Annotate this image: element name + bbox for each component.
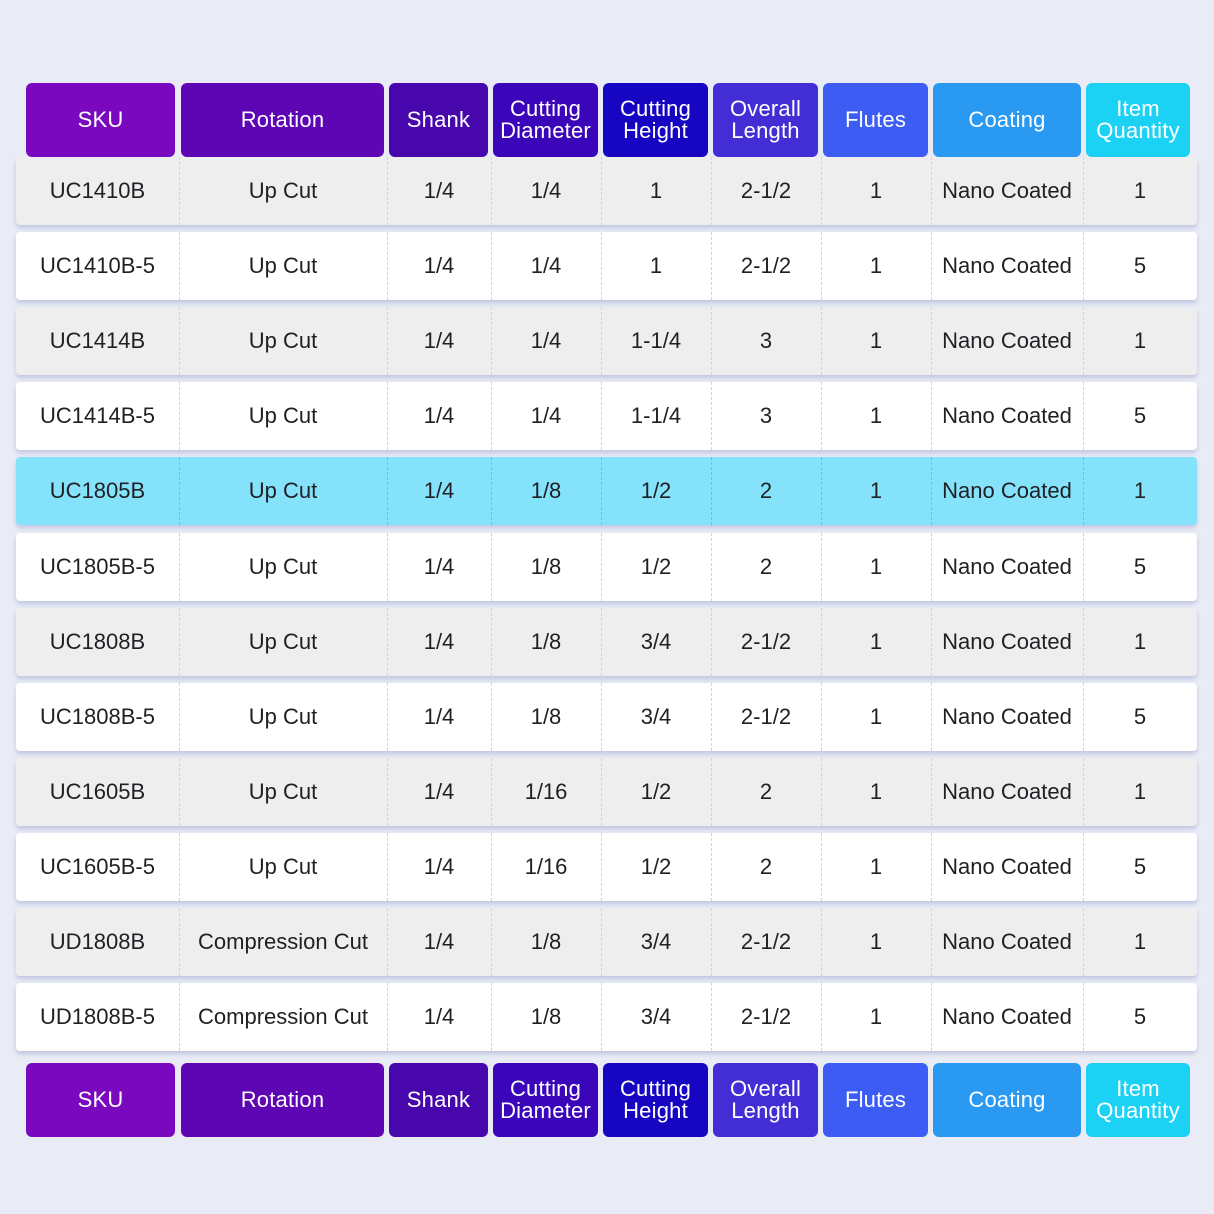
- cell-cutting-height: 3/4: [601, 608, 712, 676]
- table-row: [16, 157, 1197, 225]
- header-label: Cutting Height: [619, 96, 692, 143]
- cell-item-quantity: 5: [1133, 403, 1147, 428]
- table-row: [16, 232, 1197, 300]
- cell-overall-length: 2-1/2: [711, 908, 822, 976]
- table-row: [16, 307, 1197, 375]
- cell-shank: 1/4: [387, 908, 492, 976]
- cell-flutes: 1: [821, 307, 932, 375]
- cell-item-quantity: 5: [1133, 554, 1147, 579]
- cell-cutting-height: 1/2: [601, 758, 712, 826]
- cell-shank: 1/4: [387, 457, 492, 525]
- header-label: Overall Length: [729, 1076, 802, 1123]
- cell-item-quantity: 1: [1133, 929, 1147, 954]
- cell-item-quantity: 5: [1133, 854, 1147, 879]
- cell-cutting-diameter: 1/4: [491, 157, 602, 225]
- cell-flutes: 1: [821, 608, 932, 676]
- table-row: [16, 758, 1197, 826]
- header-top-sku: [26, 83, 175, 157]
- cell-rotation: Compression Cut: [179, 983, 388, 1051]
- cell-shank: 1/4: [387, 533, 492, 601]
- cell-cutting-height: 1-1/4: [601, 307, 712, 375]
- cell-coating: Nano Coated: [931, 307, 1084, 375]
- cell-coating: Nano Coated: [931, 533, 1084, 601]
- cell-cutting-diameter: 1/8: [491, 983, 602, 1051]
- cell-sku: UC1605B-5: [16, 833, 180, 901]
- header-top-coating: [933, 83, 1081, 157]
- cell-cutting-height: 1/2: [601, 533, 712, 601]
- cell-flutes: 1: [821, 232, 932, 300]
- cell-sku: UC1414B: [16, 307, 180, 375]
- cell-coating: Nano Coated: [931, 457, 1084, 525]
- header-top-overall-length: [713, 83, 818, 157]
- cell-overall-length: 2: [711, 457, 822, 525]
- header-bottom-overall-length: [713, 1063, 818, 1137]
- cell-sku: UC1805B: [16, 457, 180, 525]
- cell-overall-length: 3: [711, 382, 822, 450]
- cell-flutes: 1: [821, 983, 932, 1051]
- cell-rotation: Up Cut: [179, 382, 388, 450]
- cell-rotation: Up Cut: [179, 533, 388, 601]
- cell-coating: Nano Coated: [931, 232, 1084, 300]
- header-label: Shank: [406, 1087, 471, 1112]
- cell-rotation: Up Cut: [179, 457, 388, 525]
- header-label: Rotation: [240, 107, 325, 132]
- cell-cutting-height: 1-1/4: [601, 382, 712, 450]
- table-row: [16, 833, 1197, 901]
- cell-coating: Nano Coated: [931, 983, 1084, 1051]
- cell-sku: UD1808B: [16, 908, 180, 976]
- table-row: [16, 608, 1197, 676]
- cell-rotation: Up Cut: [179, 157, 388, 225]
- cell-overall-length: 3: [711, 307, 822, 375]
- header-label: Item Quantity: [1096, 1076, 1180, 1123]
- cell-shank: 1/4: [387, 758, 492, 826]
- cell-coating: Nano Coated: [931, 608, 1084, 676]
- cell-shank: 1/4: [387, 608, 492, 676]
- cell-flutes: 1: [821, 457, 932, 525]
- cell-sku: UC1410B-5: [16, 232, 180, 300]
- header-label: Flutes: [844, 107, 907, 132]
- cell-flutes: 1: [821, 382, 932, 450]
- cell-item-quantity: 1: [1133, 779, 1147, 804]
- cell-shank: 1/4: [387, 983, 492, 1051]
- cell-shank: 1/4: [387, 157, 492, 225]
- cell-cutting-height: 1: [601, 232, 712, 300]
- table-row: [16, 908, 1197, 976]
- cell-rotation: Up Cut: [179, 307, 388, 375]
- cell-sku: UC1414B-5: [16, 382, 180, 450]
- cell-overall-length: 2-1/2: [711, 157, 822, 225]
- header-label: Coating: [968, 1087, 1046, 1112]
- cell-cutting-height: 1/2: [601, 457, 712, 525]
- cell-sku: UC1605B: [16, 758, 180, 826]
- header-label: Cutting Diameter: [500, 1076, 591, 1123]
- cell-item-quantity: 5: [1133, 1004, 1147, 1029]
- header-label: Overall Length: [729, 96, 802, 143]
- cell-coating: Nano Coated: [931, 758, 1084, 826]
- cell-rotation: Up Cut: [179, 232, 388, 300]
- header-bottom-flutes: [823, 1063, 928, 1137]
- cell-shank: 1/4: [387, 382, 492, 450]
- cell-coating: Nano Coated: [931, 157, 1084, 225]
- cell-overall-length: 2-1/2: [711, 983, 822, 1051]
- cell-cutting-diameter: 1/16: [491, 833, 602, 901]
- header-bottom-shank: [389, 1063, 488, 1137]
- cell-sku: UC1808B: [16, 608, 180, 676]
- header-top-cutting-diameter: [493, 83, 598, 157]
- header-top-item-quantity: [1086, 83, 1190, 157]
- header-bottom-cutting-diameter: [493, 1063, 598, 1137]
- cell-cutting-height: 3/4: [601, 983, 712, 1051]
- header-row-top: [0, 83, 1214, 157]
- cell-flutes: 1: [821, 833, 932, 901]
- cell-item-quantity: 1: [1133, 478, 1147, 503]
- cell-sku: UD1808B-5: [16, 983, 180, 1051]
- cell-shank: 1/4: [387, 833, 492, 901]
- cell-item-quantity: 1: [1133, 629, 1147, 654]
- cell-cutting-diameter: 1/8: [491, 908, 602, 976]
- cell-cutting-diameter: 1/8: [491, 608, 602, 676]
- header-bottom-rotation: [181, 1063, 384, 1137]
- cell-item-quantity: 1: [1133, 178, 1147, 203]
- cell-cutting-diameter: 1/4: [491, 382, 602, 450]
- cell-cutting-diameter: 1/8: [491, 533, 602, 601]
- cell-coating: Nano Coated: [931, 908, 1084, 976]
- header-top-rotation: [181, 83, 384, 157]
- cell-flutes: 1: [821, 683, 932, 751]
- cell-cutting-diameter: 1/8: [491, 683, 602, 751]
- cell-rotation: Up Cut: [179, 608, 388, 676]
- header-top-cutting-height: [603, 83, 708, 157]
- cell-shank: 1/4: [387, 683, 492, 751]
- header-label: Coating: [968, 107, 1046, 132]
- cell-overall-length: 2: [711, 533, 822, 601]
- cell-overall-length: 2-1/2: [711, 608, 822, 676]
- cell-cutting-height: 3/4: [601, 683, 712, 751]
- cell-coating: Nano Coated: [931, 382, 1084, 450]
- header-bottom-coating: [933, 1063, 1081, 1137]
- cell-item-quantity: 5: [1133, 253, 1147, 278]
- cell-item-quantity: 1: [1133, 328, 1147, 353]
- cell-cutting-height: 3/4: [601, 908, 712, 976]
- table-row: [16, 683, 1197, 751]
- cell-flutes: 1: [821, 157, 932, 225]
- header-label: Cutting Diameter: [500, 96, 591, 143]
- header-label: SKU: [77, 1087, 124, 1112]
- cell-coating: Nano Coated: [931, 683, 1084, 751]
- table-row: [16, 382, 1197, 450]
- cell-cutting-diameter: 1/4: [491, 232, 602, 300]
- cell-overall-length: 2-1/2: [711, 232, 822, 300]
- cell-rotation: Up Cut: [179, 833, 388, 901]
- table-row: [16, 533, 1197, 601]
- cell-overall-length: 2: [711, 833, 822, 901]
- header-row-bottom: [0, 1063, 1214, 1137]
- header-bottom-item-quantity: [1086, 1063, 1190, 1137]
- table-row: [16, 457, 1197, 525]
- cell-sku: UC1805B-5: [16, 533, 180, 601]
- cell-flutes: 1: [821, 533, 932, 601]
- cell-rotation: Up Cut: [179, 683, 388, 751]
- cell-coating: Nano Coated: [931, 833, 1084, 901]
- cell-cutting-height: 1/2: [601, 833, 712, 901]
- cell-shank: 1/4: [387, 307, 492, 375]
- header-label: Shank: [406, 107, 471, 132]
- header-label: Cutting Height: [619, 1076, 692, 1123]
- cell-item-quantity: 5: [1133, 704, 1147, 729]
- cell-overall-length: 2-1/2: [711, 683, 822, 751]
- cell-flutes: 1: [821, 758, 932, 826]
- cell-cutting-diameter: 1/4: [491, 307, 602, 375]
- header-label: SKU: [77, 107, 124, 132]
- cell-cutting-diameter: 1/8: [491, 457, 602, 525]
- header-top-flutes: [823, 83, 928, 157]
- header-top-shank: [389, 83, 488, 157]
- header-label: Rotation: [240, 1087, 325, 1112]
- cell-cutting-height: 1: [601, 157, 712, 225]
- cell-cutting-diameter: 1/16: [491, 758, 602, 826]
- cell-rotation: Compression Cut: [179, 908, 388, 976]
- cell-flutes: 1: [821, 908, 932, 976]
- header-label: Flutes: [844, 1087, 907, 1112]
- cell-shank: 1/4: [387, 232, 492, 300]
- cell-sku: UC1808B-5: [16, 683, 180, 751]
- cell-sku: UC1410B: [16, 157, 180, 225]
- table-row: [16, 983, 1197, 1051]
- cell-overall-length: 2: [711, 758, 822, 826]
- header-label: Item Quantity: [1096, 96, 1180, 143]
- header-bottom-sku: [26, 1063, 175, 1137]
- header-bottom-cutting-height: [603, 1063, 708, 1137]
- cell-rotation: Up Cut: [179, 758, 388, 826]
